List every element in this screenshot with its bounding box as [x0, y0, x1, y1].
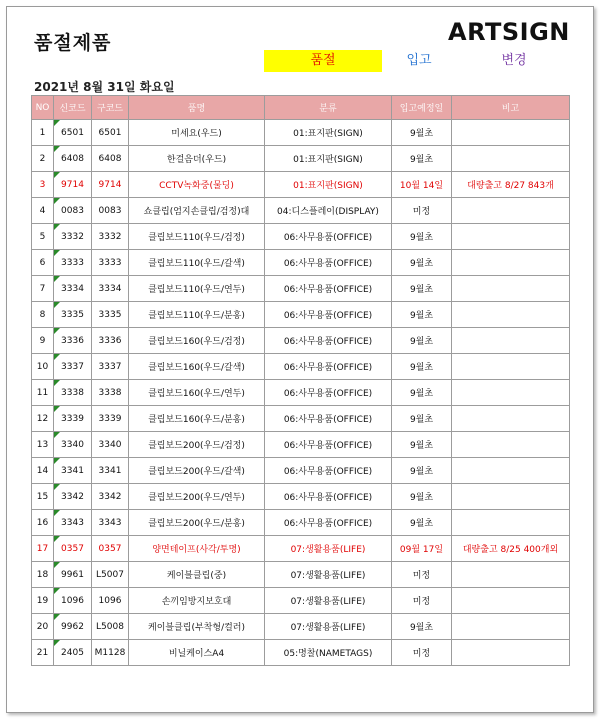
cell-new-code[interactable]: 3341 [54, 458, 92, 484]
cell-category[interactable]: 07:생활용품(LIFE) [265, 588, 392, 614]
table-row [32, 510, 570, 536]
cell-no[interactable]: 12 [32, 406, 54, 432]
cell-category[interactable]: 06:사무용품(OFFICE) [265, 328, 392, 354]
cell-category[interactable]: 06:사무용품(OFFICE) [265, 250, 392, 276]
cell-note[interactable] [452, 588, 570, 614]
cell-old-code[interactable]: 3334 [92, 276, 129, 302]
cell-arrival-date[interactable]: 9월초 [392, 146, 452, 172]
cell-no[interactable]: 18 [32, 562, 54, 588]
cell-arrival-date[interactable]: 9월초 [392, 432, 452, 458]
cell-no[interactable]: 10 [32, 354, 54, 380]
cell-old-code[interactable]: 3341 [92, 458, 129, 484]
cell-arrival-date[interactable]: 9월초 [392, 354, 452, 380]
cell-arrival-date[interactable]: 9월초 [392, 250, 452, 276]
table-row [32, 224, 570, 250]
cell-note[interactable] [452, 276, 570, 302]
cell-new-code[interactable]: 3337 [54, 354, 92, 380]
cell-product-name[interactable]: 미세요(우드) [129, 120, 265, 146]
cell-category[interactable]: 06:사무용품(OFFICE) [265, 484, 392, 510]
cell-product-name[interactable]: CCTV녹화중(물딩) [129, 172, 265, 198]
table-row [32, 536, 570, 562]
column-header-note[interactable]: 비고 [452, 96, 570, 120]
cell-note[interactable] [452, 510, 570, 536]
page-title: 품절제품 [34, 32, 112, 54]
cell-arrival-date[interactable]: 9월초 [392, 458, 452, 484]
cell-old-code[interactable]: L5008 [92, 614, 129, 640]
cell-product-name[interactable]: 클립보드110(우드/분홍) [129, 302, 265, 328]
cell-note[interactable] [452, 432, 570, 458]
cell-new-code[interactable]: 3334 [54, 276, 92, 302]
column-header-product-name[interactable]: 품명 [129, 96, 265, 120]
table-row [32, 562, 570, 588]
column-header-new-code[interactable]: 신코드 [54, 96, 92, 120]
cell-new-code[interactable]: 9714 [54, 172, 92, 198]
cell-note[interactable]: 대량출고 8/25 400개외 [452, 536, 570, 562]
table-row [32, 406, 570, 432]
cell-note[interactable] [452, 458, 570, 484]
cell-new-code[interactable]: 3332 [54, 224, 92, 250]
cell-arrival-date[interactable]: 9월초 [392, 276, 452, 302]
cell-no[interactable]: 6 [32, 250, 54, 276]
table-row [32, 198, 570, 224]
cell-no[interactable]: 9 [32, 328, 54, 354]
column-header-arrival-date[interactable]: 입고예정일 [392, 96, 452, 120]
cell-product-name[interactable]: 클립보드110(우드/갈색) [129, 250, 265, 276]
table-row [32, 614, 570, 640]
cell-category[interactable]: 06:사무용품(OFFICE) [265, 380, 392, 406]
cell-no[interactable]: 15 [32, 484, 54, 510]
cell-new-code[interactable]: 3340 [54, 432, 92, 458]
cell-new-code[interactable]: 3335 [54, 302, 92, 328]
cell-arrival-date[interactable]: 10월 14일 [392, 172, 452, 198]
legend-arrival: 입고 [406, 53, 432, 68]
cell-new-code[interactable]: 3343 [54, 510, 92, 536]
cell-no[interactable]: 4 [32, 198, 54, 224]
cell-new-code[interactable]: 3339 [54, 406, 92, 432]
cell-category[interactable]: 06:사무용품(OFFICE) [265, 458, 392, 484]
cell-old-code[interactable]: 0083 [92, 198, 129, 224]
table-row [32, 302, 570, 328]
cell-category[interactable]: 06:사무용품(OFFICE) [265, 224, 392, 250]
cell-product-name[interactable]: 한걸음더(우드) [129, 146, 265, 172]
cell-no[interactable]: 7 [32, 276, 54, 302]
cell-category[interactable]: 06:사무용품(OFFICE) [265, 276, 392, 302]
cell-no[interactable]: 17 [32, 536, 54, 562]
cell-arrival-date[interactable]: 9월초 [392, 380, 452, 406]
table-row [32, 172, 570, 198]
table-row [32, 328, 570, 354]
cell-new-code[interactable]: 3336 [54, 328, 92, 354]
cell-old-code[interactable]: 3336 [92, 328, 129, 354]
column-header-category[interactable]: 분류 [265, 96, 392, 120]
cell-category[interactable]: 06:사무용품(OFFICE) [265, 354, 392, 380]
table-row [32, 484, 570, 510]
cell-note[interactable] [452, 354, 570, 380]
table-row [32, 146, 570, 172]
table-row [32, 276, 570, 302]
cell-old-code[interactable]: 0357 [92, 536, 129, 562]
cell-old-code[interactable]: 3333 [92, 250, 129, 276]
legend-change: 변경 [501, 53, 527, 68]
cell-new-code[interactable]: 3333 [54, 250, 92, 276]
cell-category[interactable]: 06:사무용품(OFFICE) [265, 432, 392, 458]
cell-arrival-date[interactable]: 9월초 [392, 302, 452, 328]
cell-note[interactable] [452, 146, 570, 172]
cell-category[interactable]: 07:생활용품(LIFE) [265, 536, 392, 562]
cell-new-code[interactable]: 3342 [54, 484, 92, 510]
cell-note[interactable] [452, 120, 570, 146]
cell-old-code[interactable]: 9714 [92, 172, 129, 198]
cell-old-code[interactable]: 3340 [92, 432, 129, 458]
cell-product-name[interactable]: 클립보드160(우드/분홍) [129, 406, 265, 432]
cell-note[interactable] [452, 484, 570, 510]
cell-new-code[interactable]: 9961 [54, 562, 92, 588]
table-row [32, 432, 570, 458]
cell-new-code[interactable]: 0357 [54, 536, 92, 562]
cell-new-code[interactable]: 2405 [54, 640, 92, 666]
cell-old-code[interactable]: 6501 [92, 120, 129, 146]
cell-product-name[interactable]: 클립보드200(우드/검정) [129, 432, 265, 458]
cell-category[interactable]: 01:표지판(SIGN) [265, 146, 392, 172]
cell-new-code[interactable]: 0083 [54, 198, 92, 224]
cell-old-code[interactable]: 1096 [92, 588, 129, 614]
table-row [32, 588, 570, 614]
cell-old-code[interactable]: 3332 [92, 224, 129, 250]
table-row [32, 380, 570, 406]
table-row [32, 120, 570, 146]
cell-arrival-date[interactable]: 미정 [392, 640, 452, 666]
cell-old-code[interactable]: 3343 [92, 510, 129, 536]
cell-no[interactable]: 8 [32, 302, 54, 328]
cell-arrival-date[interactable]: 미정 [392, 588, 452, 614]
cell-note[interactable] [452, 302, 570, 328]
cell-category[interactable]: 01:표지판(SIGN) [265, 120, 392, 146]
table-row [32, 354, 570, 380]
cell-product-name[interactable]: 클립보드200(우드/갈색) [129, 458, 265, 484]
soldout-table [31, 95, 570, 666]
cell-product-name[interactable]: 클립보드110(우드/연두) [129, 276, 265, 302]
cell-new-code[interactable]: 9962 [54, 614, 92, 640]
cell-arrival-date[interactable]: 9월초 [392, 328, 452, 354]
cell-note[interactable] [452, 250, 570, 276]
cell-arrival-date[interactable]: 9월초 [392, 406, 452, 432]
table-header-row [32, 96, 570, 120]
brand-logo: ARTSIGN [448, 18, 570, 46]
cell-category[interactable]: 06:사무용품(OFFICE) [265, 406, 392, 432]
cell-product-name[interactable]: 케이블클립(중) [129, 562, 265, 588]
cell-product-name[interactable]: 클립보드200(우드/연두) [129, 484, 265, 510]
cell-arrival-date[interactable]: 9월초 [392, 120, 452, 146]
cell-category[interactable]: 05:명찰(NAMETAGS) [265, 640, 392, 666]
cell-no[interactable]: 19 [32, 588, 54, 614]
cell-no[interactable]: 21 [32, 640, 54, 666]
cell-note[interactable] [452, 224, 570, 250]
legend-soldout: 품절 [264, 50, 382, 72]
cell-arrival-date[interactable]: 9월초 [392, 614, 452, 640]
cell-old-code[interactable]: 3338 [92, 380, 129, 406]
cell-arrival-date[interactable]: 9월초 [392, 484, 452, 510]
cell-old-code[interactable]: 3335 [92, 302, 129, 328]
report-date: 2021년 8월 31일 화요일 [34, 80, 175, 94]
cell-product-name[interactable]: 손끼임방지보호대 [129, 588, 265, 614]
cell-note[interactable] [452, 562, 570, 588]
cell-product-name[interactable]: 클립보드160(우드/검정) [129, 328, 265, 354]
cell-old-code[interactable]: L5007 [92, 562, 129, 588]
cell-product-name[interactable]: 클립보드110(우드/검정) [129, 224, 265, 250]
cell-category[interactable]: 01:표지판(SIGN) [265, 172, 392, 198]
cell-category[interactable]: 04:디스플레이(DISPLAY) [265, 198, 392, 224]
table-row [32, 458, 570, 484]
cell-old-code[interactable]: M1128 [92, 640, 129, 666]
cell-no[interactable]: 11 [32, 380, 54, 406]
cell-product-name[interactable]: 양면테이프(사각/투명) [129, 536, 265, 562]
cell-category[interactable]: 06:사무용품(OFFICE) [265, 302, 392, 328]
cell-product-name[interactable]: 케이블클립(부착형/컬러) [129, 614, 265, 640]
cell-product-name[interactable]: 클립보드200(우드/분홍) [129, 510, 265, 536]
cell-note[interactable] [452, 614, 570, 640]
cell-new-code[interactable]: 3338 [54, 380, 92, 406]
cell-category[interactable]: 07:생활용품(LIFE) [265, 562, 392, 588]
cell-no[interactable]: 20 [32, 614, 54, 640]
cell-new-code[interactable]: 6501 [54, 120, 92, 146]
cell-no[interactable]: 3 [32, 172, 54, 198]
column-header-no[interactable]: NO [32, 96, 54, 120]
cell-note[interactable] [452, 198, 570, 224]
cell-arrival-date[interactable]: 9월초 [392, 224, 452, 250]
cell-arrival-date[interactable]: 09월 17일 [392, 536, 452, 562]
cell-new-code[interactable]: 6408 [54, 146, 92, 172]
cell-old-code[interactable]: 3342 [92, 484, 129, 510]
cell-note[interactable] [452, 406, 570, 432]
cell-no[interactable]: 1 [32, 120, 54, 146]
cell-no[interactable]: 5 [32, 224, 54, 250]
cell-note[interactable] [452, 328, 570, 354]
cell-arrival-date[interactable]: 9월초 [392, 510, 452, 536]
cell-no[interactable]: 14 [32, 458, 54, 484]
cell-no[interactable]: 16 [32, 510, 54, 536]
cell-new-code[interactable]: 1096 [54, 588, 92, 614]
cell-arrival-date[interactable]: 미정 [392, 198, 452, 224]
table-row [32, 640, 570, 666]
cell-product-name[interactable]: 쇼클립(엄지손클립/검정)대 [129, 198, 265, 224]
table-row [32, 250, 570, 276]
cell-category[interactable]: 06:사무용품(OFFICE) [265, 510, 392, 536]
cell-note[interactable] [452, 640, 570, 666]
cell-product-name[interactable]: 클립보드160(우드/연두) [129, 380, 265, 406]
cell-category[interactable]: 07:생활용품(LIFE) [265, 614, 392, 640]
cell-no[interactable]: 2 [32, 146, 54, 172]
cell-product-name[interactable]: 비닐케이스A4 [129, 640, 265, 666]
cell-no[interactable]: 13 [32, 432, 54, 458]
cell-note[interactable] [452, 380, 570, 406]
cell-product-name[interactable]: 클립보드160(우드/갈색) [129, 354, 265, 380]
cell-arrival-date[interactable]: 미정 [392, 562, 452, 588]
cell-old-code[interactable]: 3339 [92, 406, 129, 432]
cell-note[interactable]: 대량출고 8/27 843개 [452, 172, 570, 198]
cell-old-code[interactable]: 3337 [92, 354, 129, 380]
column-header-old-code[interactable]: 구코드 [92, 96, 129, 120]
cell-old-code[interactable]: 6408 [92, 146, 129, 172]
